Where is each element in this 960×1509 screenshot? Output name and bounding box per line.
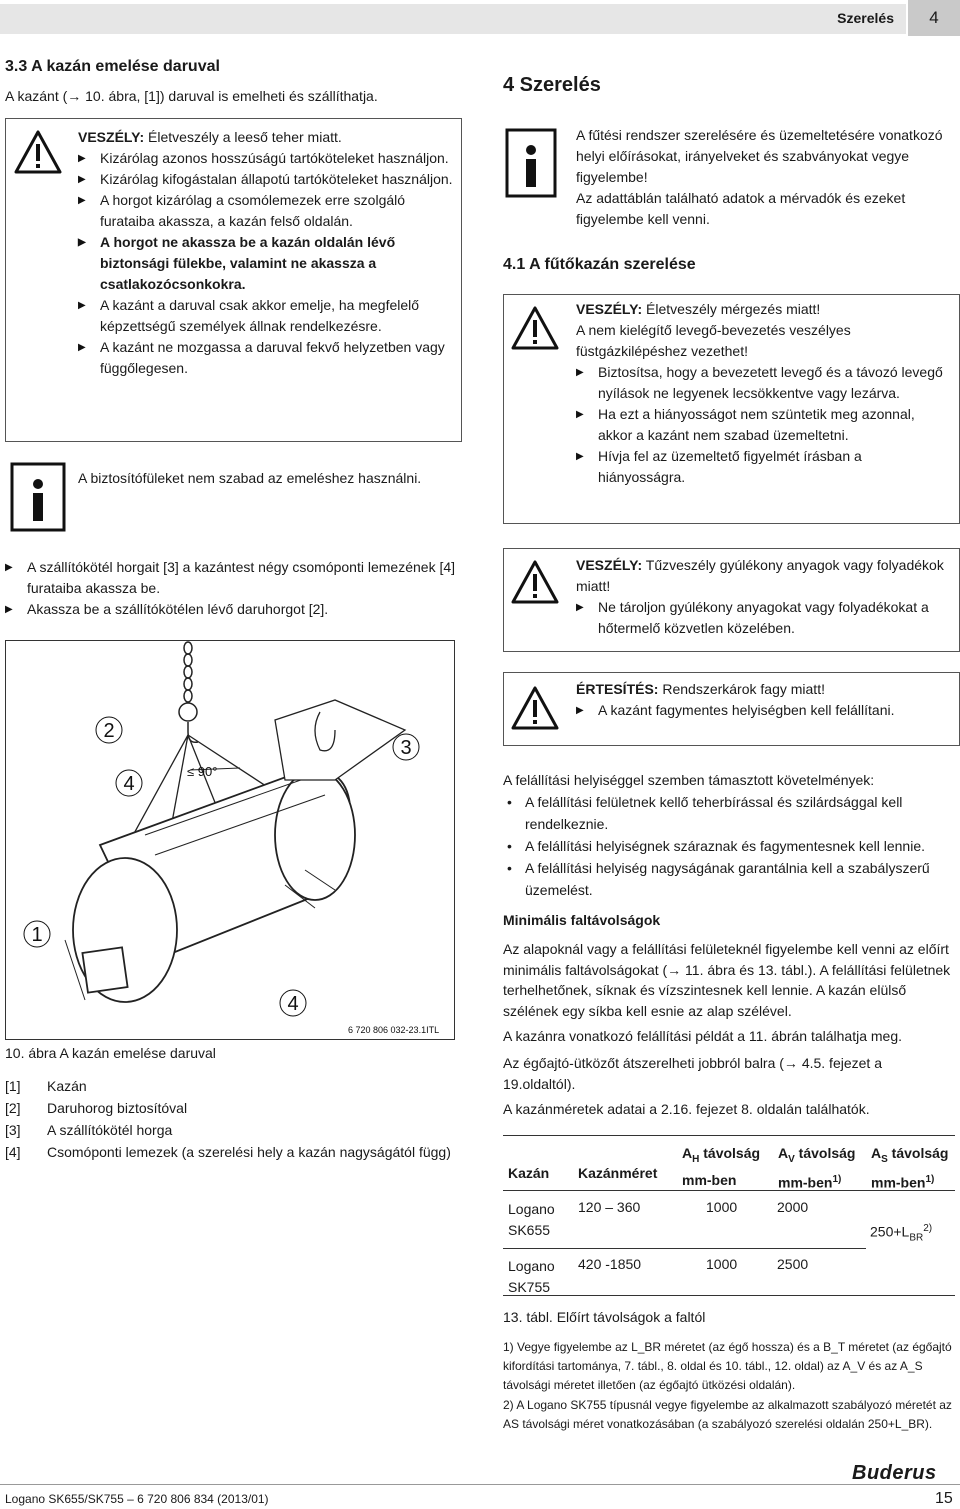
danger-box-poisoning — [503, 294, 960, 524]
info-text-lifting: A biztosítófüleket nem szabad az emeléshez használni. — [78, 470, 422, 486]
step-item: ▶ A szállítókötél horgait [3] a kazántest négy csomóponti lemezének [4] furataiba akassza be. — [5, 557, 460, 599]
min-distance-paragraph: Az égőajtó-ütközőt átszerelheti jobbról balra (→ 4.5. fejezet a 19.oldaltól). — [503, 1055, 882, 1092]
table-header-meret: Kazánméret — [578, 1165, 658, 1181]
requirement-item: • A felállítási felületnek kellő teherbírással és szilárdsággal kell rendelkeznie. — [503, 791, 958, 835]
figure-label-4-bottom: 4 — [287, 993, 299, 1015]
table-header-ah: $A_H$ távolság mm-ben — [682, 1145, 761, 1188]
requirements-block — [503, 770, 958, 901]
figure-label-3: 3 — [400, 737, 412, 759]
danger-bullet: ▶ A horgot ne akassza be a kazán oldalán lévő biztonsági fülekbe, valamint ne akassza a csatlakozócsonkokra. — [78, 232, 453, 295]
min-distance-paragraph: Az alapoknál vagy a felállítási felületeknél figyelembe kell venni az előírt minimális faltávolságokat (→ 11. ábra és 13. tábl.). A felállítási felületnek terhelhetőnek, síknak és vízszintesnek kell lennie. A kazán elülső szélének egy síkba kell esnie az alap szélével. — [503, 941, 951, 1019]
table-cell-ah: 1000 — [706, 1256, 738, 1272]
min-distance-title: Minimális faltávolságok — [503, 912, 661, 928]
table-cell-kazan: Logano SK655 — [508, 1201, 555, 1238]
warning-triangle-icon — [510, 559, 560, 605]
danger-bullet: ▶ Kizárólag kifogástalan állapotú tartóköteleket használjon. — [78, 169, 453, 190]
danger-box-lifting — [5, 118, 462, 442]
notice-bullet-list — [576, 700, 952, 721]
table-cell-as: $250+L_{BR}^{2)}$ — [870, 1223, 933, 1244]
figure-label-4-top: 4 — [123, 773, 135, 795]
table-cell-kazan: Logano SK755 — [508, 1258, 555, 1295]
danger-bullet-list — [576, 362, 952, 488]
requirements-list — [503, 791, 958, 901]
figure-angle-label: ≤ 90° — [187, 764, 218, 779]
requirement-item: • A felállítási helyiség nagyságának garantálnia kell a szabályszerű üzemelést. — [503, 857, 958, 901]
info-icon — [505, 128, 557, 198]
header-bar — [0, 4, 906, 34]
table-header-kazan: Kazán — [508, 1165, 550, 1181]
requirement-item: • A felállítási helyiségnek száraznak és fagymentesnek kell lennie. — [503, 835, 958, 857]
danger-bullet: ▶ Ne tároljon gyúlékony anyagokat vagy folyadékokat a hőtermelő közvetlen közelében. — [576, 597, 952, 639]
step-item: ▶ Akassza be a szállítókötélen lévő daruhorgot [2]. — [5, 599, 460, 620]
table-cell-ah: 1000 — [706, 1199, 738, 1215]
table-cell-av: 2000 — [777, 1199, 809, 1215]
table-header-av: $A_V$ távolság mm-ben$^{1)}$ — [778, 1145, 856, 1191]
boiler-crane-figure — [5, 640, 455, 1040]
table-cell-meret: 420 -1850 — [578, 1256, 642, 1272]
figure-code: 6 720 806 032-23.1ITL — [348, 1025, 440, 1035]
legend-row: [4] Csomóponti lemezek (a szerelési hely a kazán nagyságától függ) — [5, 1144, 451, 1160]
danger-bullet: ▶ A kazánt a daruval csak akkor emelje, ha megfelelő képzettségű személyek állnak rendelkezésre. — [78, 295, 453, 337]
notice-box-frost — [503, 672, 960, 746]
info-line: Az adattáblán található adatok a mérvadók és ezeket figyelembe kell venni. — [576, 190, 906, 227]
danger-heading: VESZÉLY: Életveszély a leeső teher miatt. — [78, 129, 342, 145]
section-4-1-title: 4.1 A fűtőkazán szerelése — [503, 256, 696, 273]
footer-rule — [0, 1484, 960, 1485]
info-line: A fűtési rendszer szerelésére és üzemeltetésére vonatkozó helyi előírásokat, irányelveket és szabványokat vegye figyelembe! — [576, 127, 943, 185]
min-distance-paragraph: A kazánra vonatkozó felállítási példát a 11. ábrán találhatja meg. — [503, 1028, 902, 1044]
notice-heading: ÉRTESÍTÉS: Rendszerkárok fagy miatt! — [576, 681, 825, 697]
danger-bullet: ▶ Biztosítsa, hogy a bevezetett levegő és a távozó levegő nyílások ne legyenek lecsökkentve vagy lezárva. — [576, 362, 952, 404]
warning-triangle-icon — [510, 305, 560, 351]
section-4-title: 4 Szerelés — [503, 74, 601, 96]
step-list — [5, 557, 460, 620]
danger-bullet: ▶ Hívja fel az üzemeltető figyelmét írásban a hiányosságra. — [576, 446, 952, 488]
danger-bullet: ▶ A kazánt ne mozgassa a daruval fekvő helyzetben vagy függőlegesen. — [78, 337, 453, 379]
legend-row: [1] Kazán — [5, 1078, 87, 1094]
figure-caption: 10. ábra A kazán emelése daruval — [5, 1045, 216, 1061]
danger-bullet: ▶ Ha ezt a hiányosságot nem szüntetik meg azonnal, akkor a kazánt nem szabad üzemeltetni. — [576, 404, 952, 446]
table-header-as: $A_S$ távolság mm-ben$^{1)}$ — [871, 1145, 949, 1191]
figure-legend — [5, 1075, 460, 1163]
header-page-number: 4 — [908, 0, 960, 36]
danger-bullet: ▶ Kizárólag azonos hosszúságú tartóköteleket használjon. — [78, 148, 453, 169]
footer-page-number: 15 — [935, 1490, 953, 1507]
warning-triangle-icon — [510, 685, 560, 731]
section-3-3-title: 3.3 A kazán emelése daruval — [5, 58, 220, 75]
danger-box-fire — [503, 548, 960, 652]
danger-heading: VESZÉLY: Tűzveszély gyúlékony anyagok vagy folyadékok miatt! — [576, 557, 944, 594]
danger-bullet: ▶ A horgot kizárólag a csomólemezek erre szolgáló furataiba akassza, a kazán felső oldalán. — [78, 190, 453, 232]
info-box-regulations — [576, 125, 951, 230]
table-cell-av: 2500 — [777, 1256, 809, 1272]
table-cell-meret: 120 – 360 — [578, 1199, 641, 1215]
danger-bullet-list — [576, 597, 952, 639]
figure-label-2: 2 — [103, 720, 115, 742]
section-3-3-intro: A kazánt (→ 10. ábra, [1]) daruval is emelheti és szállíthatja. — [5, 88, 378, 104]
info-icon — [10, 462, 66, 532]
legend-row: [2] Daruhorog biztosítóval — [5, 1100, 188, 1116]
notice-bullet: ▶ A kazánt fagymentes helyiségben kell felállítani. — [576, 700, 952, 721]
header-section-title: Szerelés — [837, 10, 894, 26]
legend-row: [3] A szállítókötél horga — [5, 1122, 173, 1138]
min-distance-paragraph: A kazánméretek adatai a 2.16. fejezet 8. oldalán találhatók. — [503, 1101, 870, 1117]
danger-bullet-list — [78, 148, 453, 379]
danger-heading: VESZÉLY: Életveszély mérgezés miatt! — [576, 301, 821, 317]
footer-document-id: Logano SK655/SK755 – 6 720 806 834 (2013/01) — [5, 1492, 269, 1506]
table-caption: 13. tábl. Előírt távolságok a faltól — [503, 1309, 706, 1325]
footnote-2: 2) A Logano SK755 típusnál vegye figyelembe az alkalmazott szabályozó méretét az AS távolsági méret vonatkozásában (a szabályozó szerelési oldalán 250+L_BR). — [503, 1398, 952, 1431]
warning-triangle-icon — [13, 129, 63, 175]
figure-label-1: 1 — [31, 924, 43, 946]
requirements-intro: A felállítási helyiséggel szemben támasztott követelmények: — [503, 772, 875, 788]
buderus-logo: Buderus — [852, 1462, 937, 1484]
danger-description: A nem kielégítő levegő-bevezetés veszélyes füstgázkilépéshez vezethet! — [576, 322, 851, 359]
footnote-1: 1) Vegye figyelembe az L_BR méretet (az égő hossza) és a B_T méretet (az égőajtó kifordítási tartománya, 7. tábl., 8. oldal és 10. tábl., 12. oldal) az A_V és az A_S távolsági méretet illetően (az égőajtó ütközési oldalán). — [503, 1340, 952, 1392]
